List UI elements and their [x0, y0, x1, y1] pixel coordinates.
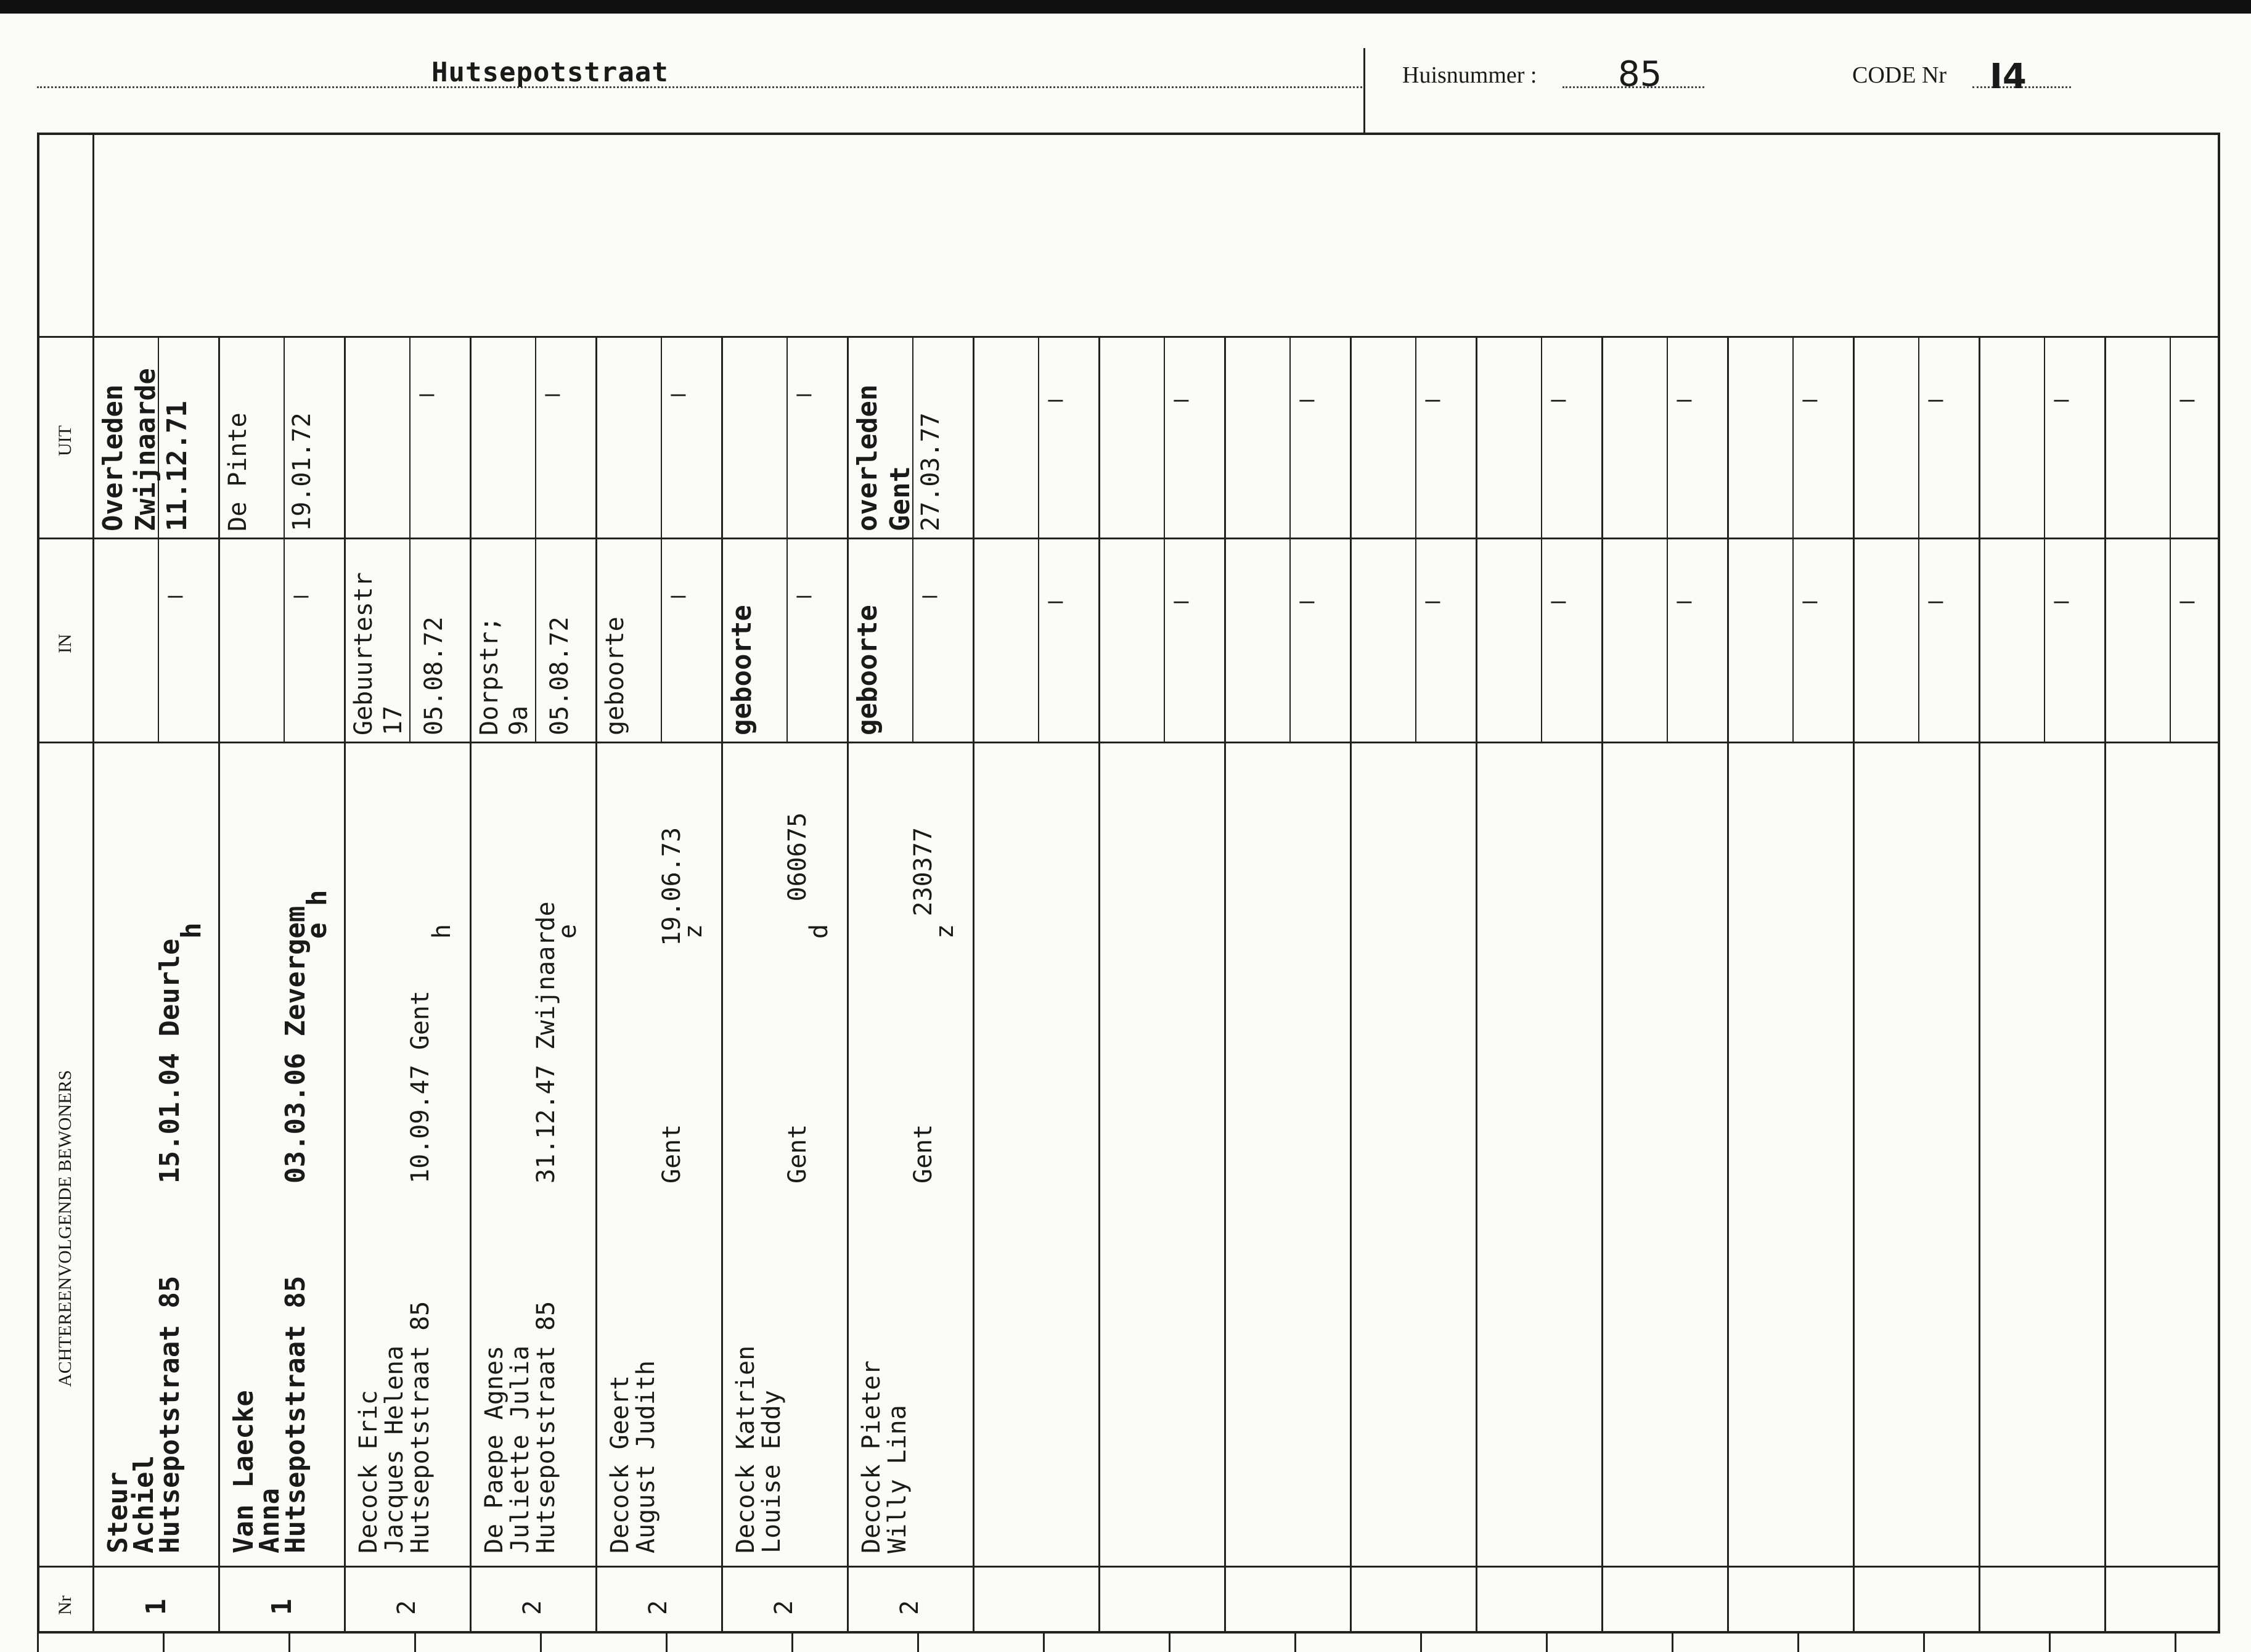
- in-date: —: [293, 581, 309, 610]
- half-column-divider: [661, 336, 662, 742]
- uit-date: 19.01.72: [288, 412, 317, 531]
- in-empty-mark: —: [1677, 587, 1692, 615]
- resident-line-1: Decock Geert: [606, 1375, 634, 1553]
- uit-date: 27.03.77: [917, 412, 946, 531]
- footer-tick: [163, 1634, 165, 1652]
- half-column-divider: [1667, 336, 1668, 742]
- footer-tick: [917, 1634, 919, 1652]
- resident-line-2: Jacques Helena: [380, 1345, 409, 1553]
- half-column-divider: [409, 336, 411, 742]
- uit-empty-mark: —: [2180, 385, 2195, 414]
- footer-tick: [1923, 1634, 1925, 1652]
- footer-tick: [414, 1634, 416, 1652]
- record-nr: 1: [140, 1598, 172, 1615]
- column-divider: [1476, 336, 1477, 1634]
- resident-birth: 31.12.47 Zwijnaarde: [532, 901, 560, 1184]
- resident-line-3: Hutsepotstraat 85: [406, 1301, 435, 1553]
- record-nr: 2: [895, 1600, 924, 1615]
- half-column-divider: [1164, 336, 1165, 742]
- resident-birth: Gent 230377: [909, 827, 938, 1184]
- resident-line-2: Achiel: [128, 1455, 160, 1553]
- uit-place: De Pinte: [224, 412, 252, 531]
- half-column-divider: [1541, 336, 1542, 742]
- in-date: —: [671, 581, 686, 610]
- in-empty-mark: —: [1299, 587, 1315, 615]
- resident-line-1: Van Laecke: [228, 1390, 259, 1553]
- resident-line-2: Willy Lina: [883, 1405, 912, 1553]
- record-nr: 2: [769, 1600, 798, 1615]
- half-column-divider: [1918, 336, 1919, 742]
- row-label-nr: Nr: [55, 1595, 75, 1615]
- house-number-value: 85: [1618, 54, 1662, 94]
- uit-date: —: [419, 380, 435, 408]
- half-column-divider: [2170, 336, 2171, 742]
- in-place: geboorte: [852, 605, 883, 735]
- scan-top-edge: [0, 0, 2251, 14]
- resident-line-1: De Paepe Agnes: [480, 1345, 509, 1553]
- resident-mark: e h: [301, 889, 333, 939]
- resident-birth: Gent 060675: [783, 812, 812, 1184]
- half-column-divider: [1038, 336, 1039, 742]
- label-column-divider: [92, 133, 94, 1634]
- footer-tick: [1797, 1634, 1799, 1652]
- street-dotted-line: [37, 86, 1362, 88]
- in-date: —: [796, 581, 812, 610]
- half-column-divider: [2044, 336, 2045, 742]
- column-divider: [218, 336, 220, 1634]
- resident-birth: 15.01.04 Deurle: [154, 938, 186, 1184]
- footer-tick: [1420, 1634, 1422, 1652]
- half-column-divider: [284, 336, 285, 742]
- in-empty-mark: —: [1048, 587, 1063, 615]
- uit-empty-mark: —: [1048, 385, 1063, 414]
- uit-date: 11.12.71: [161, 401, 194, 531]
- footer-tick: [1546, 1634, 1548, 1652]
- footer-tick: [288, 1634, 290, 1652]
- footer-tick: [2175, 1634, 2176, 1652]
- in-empty-mark: —: [1425, 587, 1440, 615]
- uit-place: Overleden Zwijnaarde: [97, 368, 161, 531]
- column-divider: [847, 336, 849, 1634]
- uit-place: overleden Gent: [852, 384, 916, 531]
- resident-line-3: Hutsepotstraat 85: [154, 1275, 186, 1553]
- header-divider: [1363, 48, 1365, 133]
- in-empty-mark: —: [1928, 587, 1943, 615]
- in-empty-mark: —: [1174, 587, 1189, 615]
- in-empty-mark: —: [1802, 587, 1818, 615]
- resident-mark: h: [428, 923, 456, 939]
- column-divider: [1979, 336, 1980, 1634]
- row-label-in: IN: [55, 634, 75, 653]
- half-column-divider: [1792, 336, 1794, 742]
- uit-date: —: [671, 380, 686, 408]
- resident-line-1: Steur: [102, 1471, 134, 1553]
- footer-tick: [540, 1634, 542, 1652]
- in-place: Dorpstr; 9a: [475, 616, 533, 735]
- footer-tick: [1043, 1634, 1045, 1652]
- in-place: Gebuurtestr 17: [349, 572, 407, 735]
- footer-tick: [2049, 1634, 2051, 1652]
- uit-empty-mark: —: [1174, 385, 1189, 414]
- uit-empty-mark: —: [1677, 385, 1692, 414]
- resident-line-3: Hutsepotstraat 85: [280, 1275, 311, 1553]
- in-place: geboorte: [601, 616, 629, 735]
- resident-line-2: Louise Eddy: [758, 1390, 786, 1553]
- resident-birth: 03.03.06 Zevergem: [280, 906, 311, 1184]
- house-number-label: Huisnummer :: [1402, 62, 1537, 88]
- column-divider: [1098, 336, 1100, 1634]
- uit-empty-mark: —: [2054, 385, 2069, 414]
- in-empty-mark: —: [2054, 587, 2069, 615]
- row-divider-in: [37, 538, 2220, 539]
- resident-birth: 10.09.47 Gent: [406, 990, 435, 1184]
- column-divider: [1601, 336, 1603, 1634]
- column-divider: [973, 336, 974, 1634]
- uit-empty-mark: —: [1551, 385, 1566, 414]
- in-date: —: [922, 581, 938, 610]
- resident-mark: d: [805, 923, 833, 939]
- record-nr: 2: [643, 1600, 672, 1615]
- column-divider: [344, 336, 346, 1634]
- resident-line-1: Decock Pieter: [857, 1360, 886, 1553]
- resident-mark: h: [176, 922, 207, 939]
- resident-line-1: Decock Katrien: [732, 1345, 760, 1553]
- half-column-divider: [786, 336, 788, 742]
- resident-line-1: Decock Eric: [354, 1390, 383, 1553]
- in-empty-mark: —: [1551, 587, 1566, 615]
- record-nr: 1: [266, 1598, 298, 1615]
- half-column-divider: [1415, 336, 1416, 742]
- column-divider: [2104, 336, 2106, 1634]
- uit-date: —: [796, 380, 812, 408]
- row-label-residents: ACHTEREENVOLGENDE BEWONERS: [55, 1069, 75, 1387]
- code-value: I4: [1990, 57, 2027, 97]
- uit-empty-mark: —: [1928, 385, 1943, 414]
- row-divider-uit: [37, 336, 2220, 338]
- row-divider-residents: [37, 742, 2220, 743]
- in-date: —: [168, 581, 183, 610]
- footer-tick: [666, 1634, 668, 1652]
- record-nr: 2: [518, 1600, 547, 1615]
- row-divider-nr: [37, 1566, 2220, 1568]
- footer-tick: [1294, 1634, 1296, 1652]
- resident-mark: z: [679, 923, 708, 939]
- resident-birth: Gent 19.06.73: [658, 827, 686, 1184]
- row-label-uit: UIT: [55, 425, 75, 456]
- footer-tick: [1169, 1634, 1170, 1652]
- resident-mark: e: [554, 923, 582, 939]
- in-date: 05.08.72: [420, 616, 449, 735]
- column-divider: [721, 336, 723, 1634]
- column-divider: [1853, 336, 1855, 1634]
- street-name: Hutsepotstraat: [431, 57, 669, 88]
- resident-line-2: Anna: [254, 1488, 285, 1553]
- in-empty-mark: —: [2180, 587, 2195, 615]
- uit-date: —: [545, 380, 560, 408]
- footer-tick: [37, 1634, 39, 1652]
- resident-line-3: Hutsepotstraat 85: [532, 1301, 560, 1553]
- column-divider: [595, 336, 597, 1634]
- column-divider: [1350, 336, 1352, 1634]
- column-divider: [1727, 336, 1729, 1634]
- uit-empty-mark: —: [1425, 385, 1440, 414]
- in-date: 05.08.72: [545, 616, 574, 735]
- uit-empty-mark: —: [1802, 385, 1818, 414]
- code-label: CODE Nr: [1852, 62, 1947, 88]
- uit-empty-mark: —: [1299, 385, 1315, 414]
- in-place: geboorte: [726, 605, 758, 735]
- half-column-divider: [1289, 336, 1291, 742]
- footer-tick: [791, 1634, 793, 1652]
- resident-mark: z: [931, 923, 959, 939]
- resident-line-2: August Judith: [632, 1360, 660, 1553]
- column-divider: [1224, 336, 1226, 1634]
- column-divider: [470, 336, 472, 1634]
- resident-line-2: Juliette Julia: [506, 1345, 534, 1553]
- half-column-divider: [535, 336, 536, 742]
- footer-tick: [1672, 1634, 1673, 1652]
- record-nr: 2: [392, 1600, 421, 1615]
